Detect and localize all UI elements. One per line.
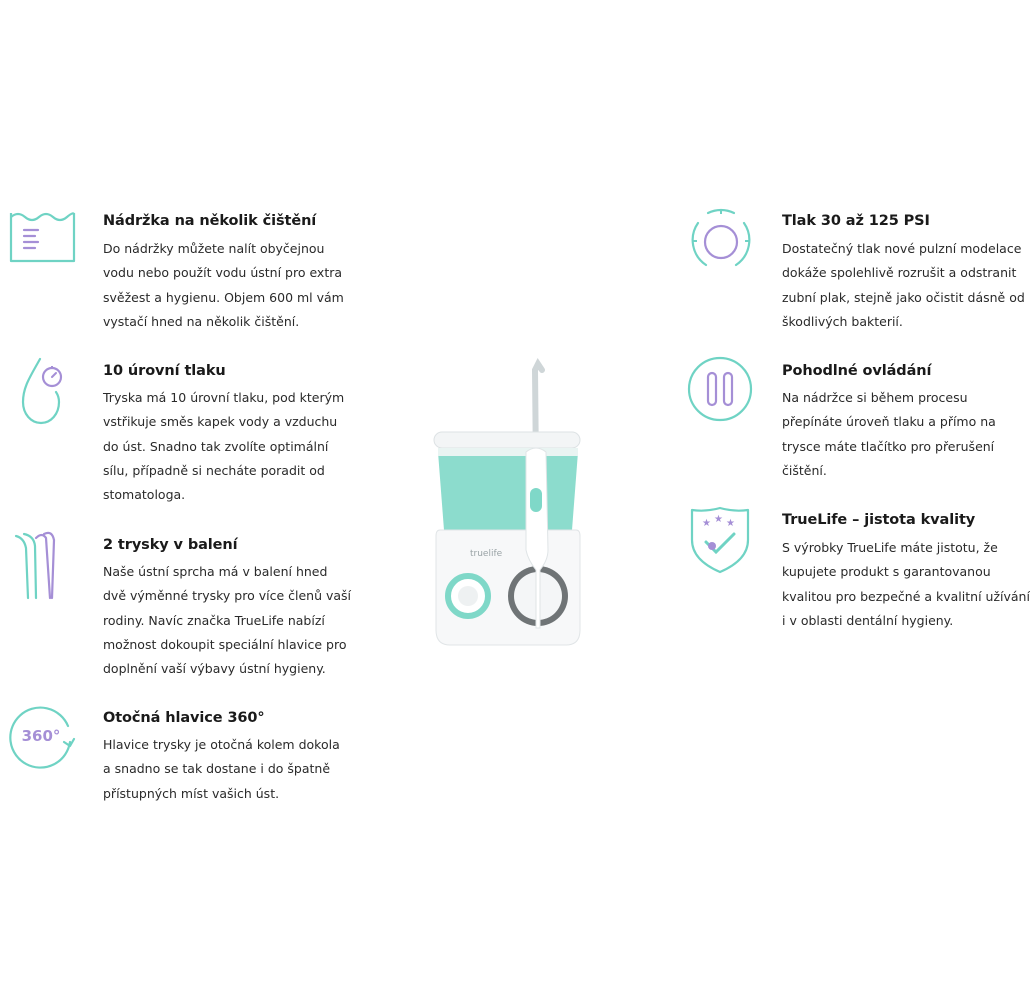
feature-title: TrueLife – jistota kvality xyxy=(782,512,976,528)
pressure-dial-icon xyxy=(686,205,756,275)
feature-rotating-head xyxy=(8,702,338,812)
svg-text:360°: 360° xyxy=(21,727,61,745)
feature-title: 2 trysky v balení xyxy=(103,537,238,553)
feature-title: Pohodlné ovládání xyxy=(782,363,932,379)
feature-title: Nádržka na několik čištění xyxy=(103,213,317,229)
svg-text:★: ★ xyxy=(702,518,711,529)
nozzles-icon xyxy=(8,528,78,598)
feature-title: Otočná hlavice 360° xyxy=(103,710,265,726)
svg-text:truelife: truelife xyxy=(470,549,503,559)
feature-two-nozzles xyxy=(8,528,352,688)
svg-text:★: ★ xyxy=(714,514,723,525)
feature-description: Do nádržky můžete nalít obyčejnou vodu nebo použít vodu ústní pro extra svěžest a hygienu. Objem 600 ml vám vystačí hned na několik čištění. xyxy=(103,241,344,329)
feature-water-tank xyxy=(8,205,344,345)
feature-pressure-levels xyxy=(8,355,345,515)
oral-irrigator-product-image xyxy=(420,360,600,660)
feature-description: Naše ústní sprcha má v balení hned dvě výměnné trysky pro více členů vaší rodiny. Navíc značka TrueLife nabízí možnost dokoupit speciální hlavice pro doplnění vaší výbavy ústní hygieny. xyxy=(103,564,352,677)
rotate-360-icon xyxy=(8,702,78,772)
feature-title: Tlak 30 až 125 PSI xyxy=(782,213,930,229)
feature-description: S výrobky TrueLife máte jistotu, že kupujete produkt s garantovanou kvalitou pro bezpečné a kvalitní užívání i v oblasti dentální hygieny. xyxy=(782,540,1030,628)
feature-description: Dostatečný tlak nové pulzní modelace dokáže spolehlivě rozrušit a odstranit zubní plak, stejně jako očistit dásně od škodlivých bakterií. xyxy=(782,241,1025,329)
quality-shield-icon xyxy=(686,504,756,574)
svg-text:★: ★ xyxy=(726,518,735,529)
feature-title: 10 úrovní tlaku xyxy=(103,363,226,379)
feature-easy-control xyxy=(686,355,1000,495)
feature-description: Na nádržce si během procesu přepínáte úroveň tlaku a přímo na trysce máte tlačítko pro přerušení čištění. xyxy=(782,390,996,478)
feature-quality xyxy=(686,504,1030,644)
feature-description: Hlavice trysky je otočná kolem dokola a snadno se tak dostane i do špatně přístupných míst vašich úst. xyxy=(103,737,340,801)
water-tank-icon xyxy=(8,205,78,275)
pause-control-icon xyxy=(686,355,756,425)
feature-pressure-range xyxy=(686,205,1025,345)
water-drop-gauge-icon xyxy=(8,355,78,425)
feature-description: Tryska má 10 úrovní tlaku, pod kterým vstřikuje směs kapek vody a vzduchu do úst. Snadno tak zvolíte optimální sílu, případně si necháte poradit od stomatologa. xyxy=(103,390,345,503)
